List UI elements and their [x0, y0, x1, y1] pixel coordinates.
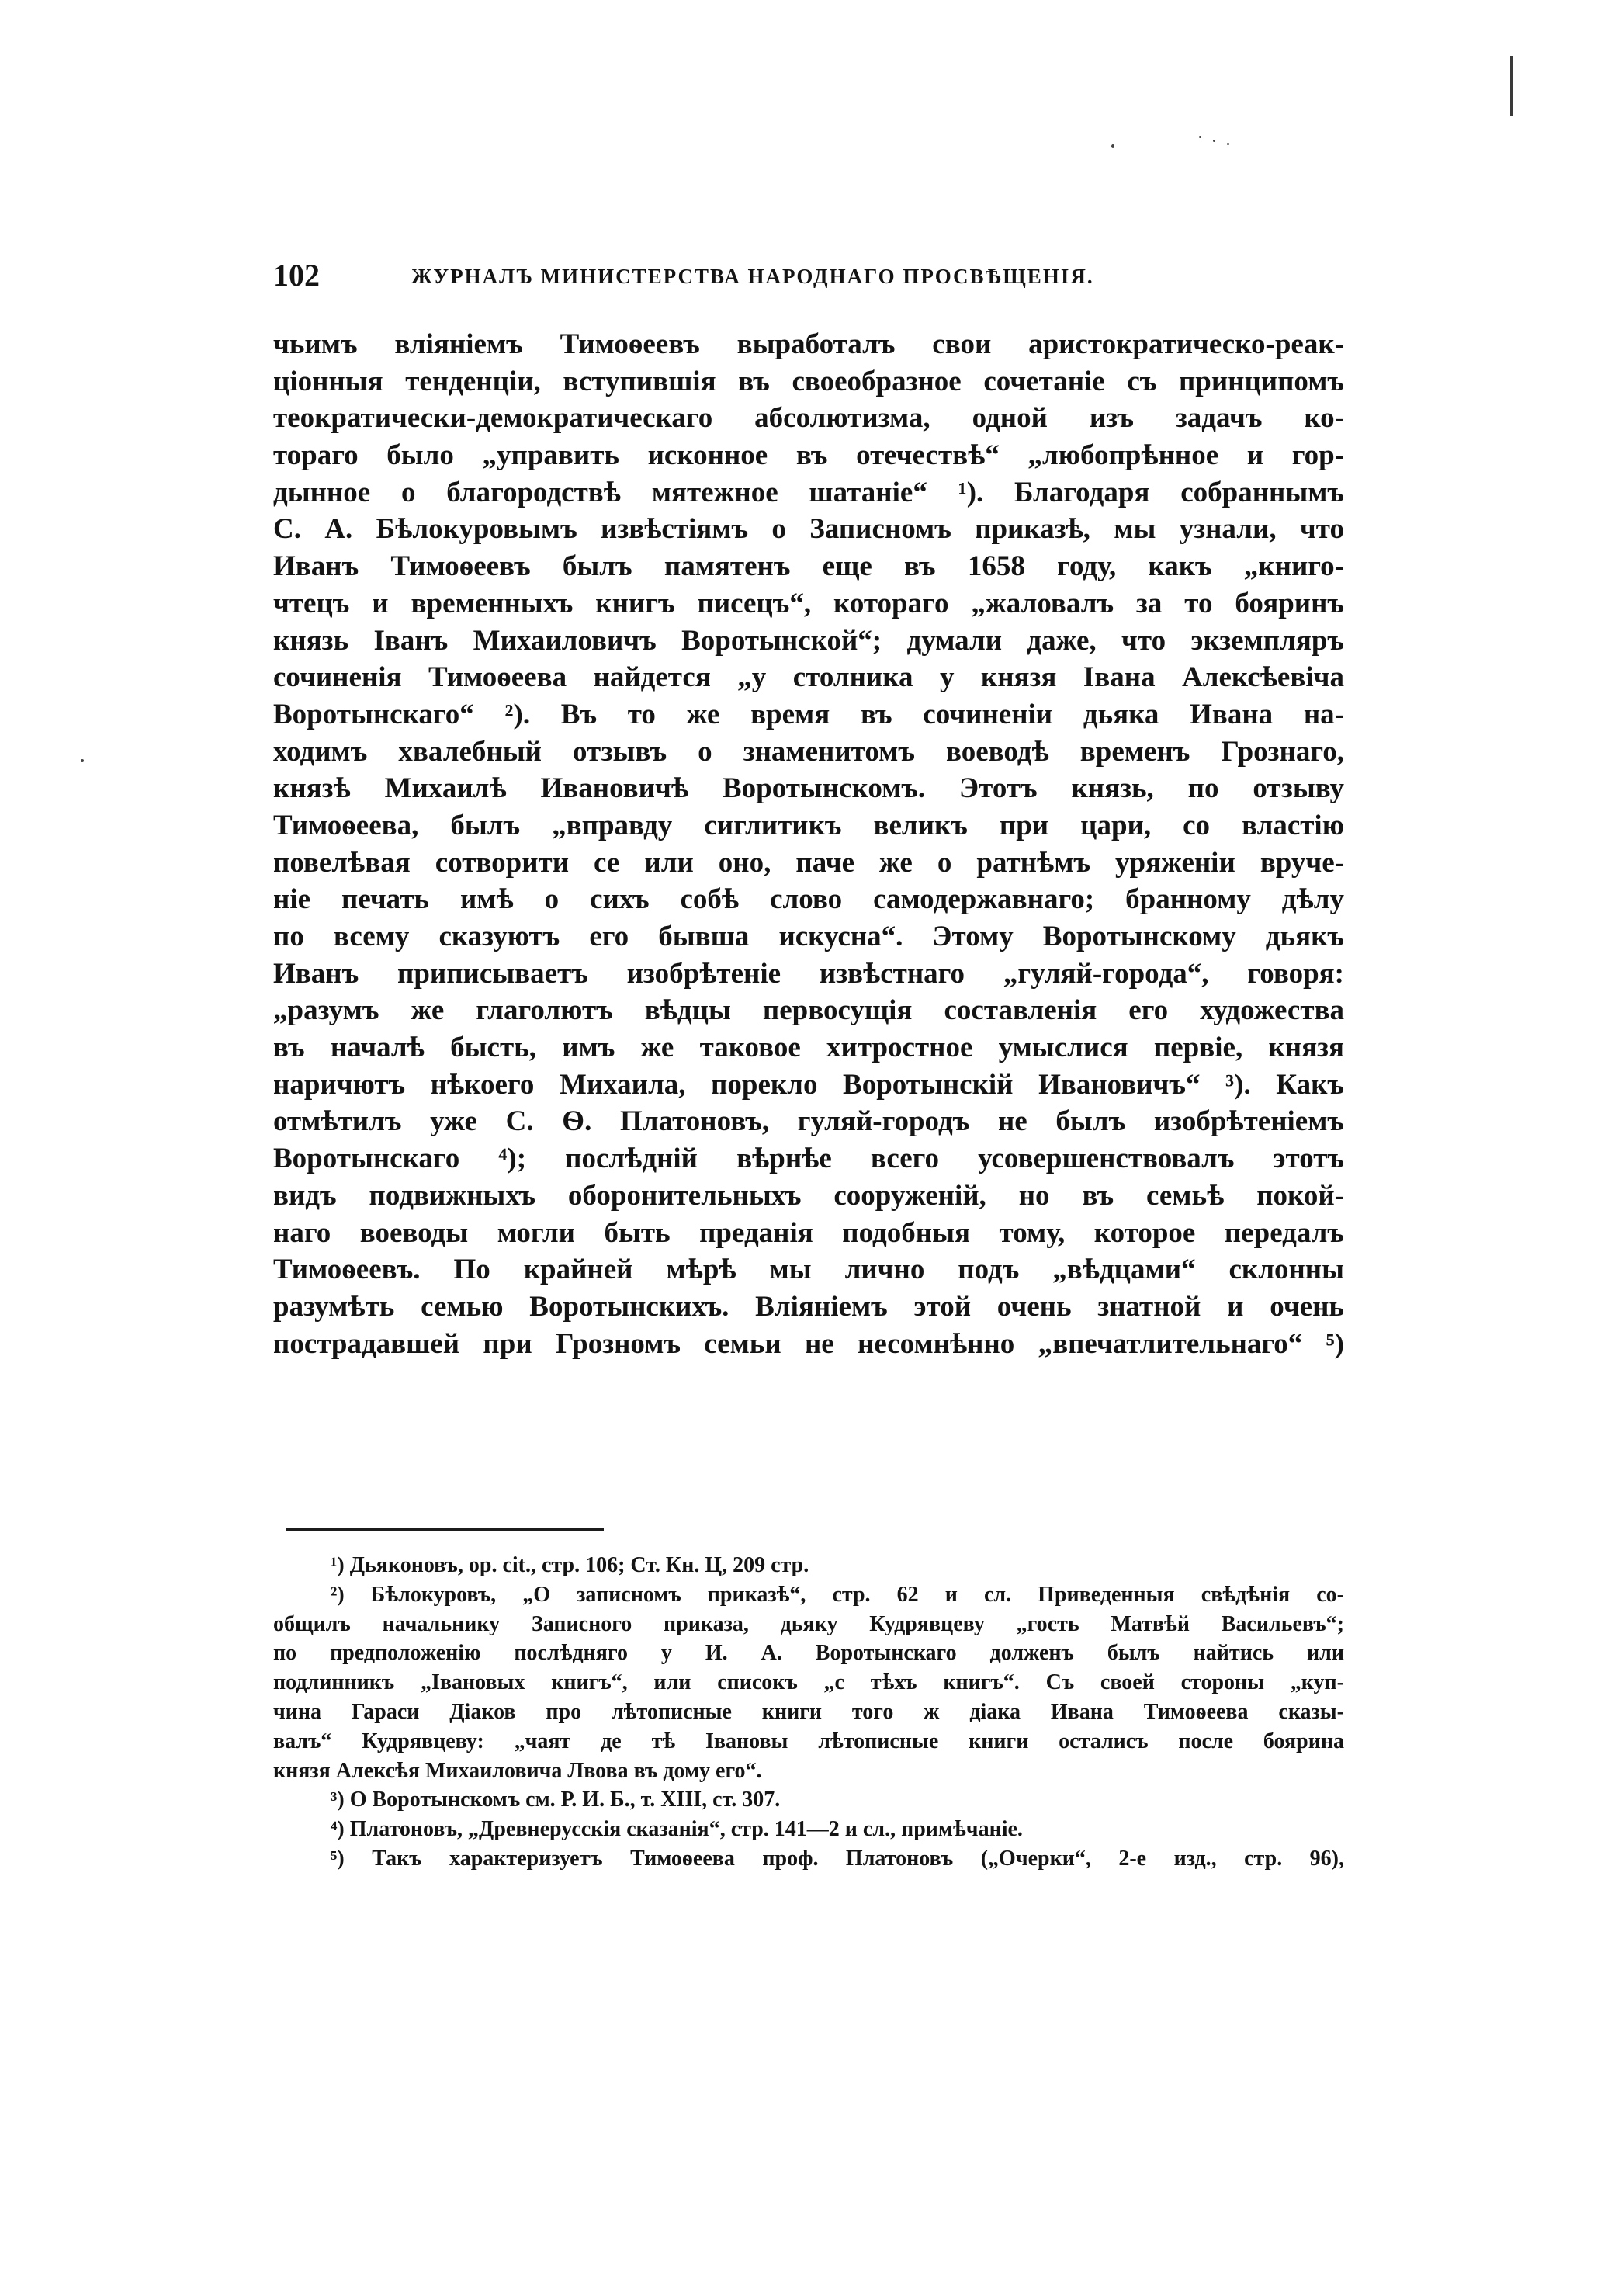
footnote-line: валъ“ Кудрявцеву: „чаят де тѣ Івановы лѣтописные книги осталисъ после боярина: [273, 1729, 1344, 1753]
margin-rule: [1510, 56, 1513, 116]
text-line: Иванъ приписываетъ изобрѣтеніе извѣстнаго „гуляй-города“, говоря:: [273, 957, 1344, 990]
text-line: по всему сказуютъ его бывша искусна“. Этому Воротынскому дьякъ: [273, 921, 1344, 952]
footnote-3: ³) О Воротынскомъ см. Р. И. Б., т. XIII, ст. 307.: [331, 1788, 781, 1812]
ink-speck: [81, 759, 84, 762]
journal-title: ЖУРНАЛЪ МИНИСТЕРСТВА НАРОДНАГО ПРОСВѢЩЕНІЯ.: [411, 265, 1094, 288]
text-line: пострадавшей при Грозномъ семьи не несомнѣнно „впечатлительнаго“ ⁵): [273, 1327, 1344, 1360]
text-line: ціонныя тенденціи, вступившія въ своеобразное сочетаніе съ принципомъ: [273, 365, 1344, 397]
footnote-line: подлинникъ „Івановых книгъ“, или списокъ „с тѣхъ книгъ“. Съ своей стороны „куп-: [273, 1670, 1344, 1695]
footnote-5: ⁵) Такъ характеризуетъ Тимоѳеева проф. Платоновъ („Очерки“, 2-е изд., стр. 96),: [331, 1846, 1344, 1871]
footnotes: [273, 1551, 1344, 1874]
text-line: князь Іванъ Михаиловичъ Воротынской“; думали даже, что экземпляръ: [273, 624, 1344, 657]
text-line: чьимъ вліяніемъ Тимоѳеевъ выработалъ свои аристократическо-реак-: [273, 328, 1344, 360]
footnote-line: общилъ начальнику Записного приказа, дьяку Кудрявцеву „гость Матвѣй Васильевъ“;: [273, 1611, 1344, 1636]
main-text: [273, 326, 1344, 1362]
text-line: тораго было „управить исконное въ отечествѣ“ „любопрѣнное и гор-: [273, 439, 1344, 472]
footnote-4: ⁴) Платоновъ, „Древнерусскія сказанія“, стр. 141—2 и сл., примѣчаніе.: [331, 1817, 1023, 1842]
ink-speck: [1213, 140, 1215, 142]
text-line: С. А. Бѣлокуровымъ извѣстіямъ о Записномъ приказѣ, мы узнали, что: [273, 513, 1344, 546]
text-line: Иванъ Тимоѳеевъ былъ памятенъ еще въ 1658 году, какъ „книго-: [273, 550, 1344, 583]
footnote-line: чина Гараси Діаков про лѣтописные книги того ж діака Ивана Тимоѳеева сказы-: [273, 1699, 1344, 1724]
ink-speck: [1227, 143, 1229, 145]
footnote-rule: [286, 1528, 604, 1531]
running-head: [273, 256, 1344, 295]
ink-speck: [1111, 144, 1114, 148]
text-line: чтецъ и временныхъ книгъ писецъ“, котораго „жаловалъ за то бояринъ: [273, 587, 1344, 619]
text-line: Воротынскаго ⁴); послѣдній вѣрнѣе всего усовершенствовалъ этотъ: [273, 1143, 1344, 1175]
text-line: теократически-демократическаго абсолютизма, одной изъ задачъ ко-: [273, 402, 1344, 435]
text-line: наго воеводы могли быть преданія подобныя тому, которое передалъ: [273, 1216, 1344, 1249]
footnote-line: по предположенію послѣдняго у И. А. Воротынскаго долженъ былъ найтись или: [273, 1641, 1344, 1666]
text-line: повелѣвая сотворити се или оно, паче же о ратнѣмъ уряженіи вруче-: [273, 846, 1344, 879]
text-line: Тимоѳеева, былъ „вправду сиглитикъ великъ при цари, со властію: [273, 809, 1344, 841]
ink-speck: [1199, 136, 1201, 138]
text-line: видъ подвижныхъ оборонительныхъ сооруженій, но въ семьѣ покой-: [273, 1179, 1344, 1212]
text-line: дынное о благородствѣ мятежное шатаніе“ ¹). Благодаря собраннымъ: [273, 476, 1344, 508]
text-line: Тимоѳеевъ. По крайней мѣрѣ мы лично подъ „вѣдцами“ склонны: [273, 1254, 1344, 1286]
page-number: 102: [273, 258, 320, 293]
footnote-1: ¹) Дьяконовъ, op. cit., стр. 106; Ст. Кн. Ц, 209 стр.: [331, 1553, 809, 1577]
text-line: наричютъ нѣкоего Михаила, порекло Воротынскій Ивановичъ“ ³). Какъ: [273, 1068, 1344, 1101]
text-line: Воротынскаго“ ²). Въ то же время въ сочиненіи дьяка Ивана на-: [273, 698, 1344, 730]
text-line: разумѣть семью Воротынскихъ. Вліяніемъ этой очень знатной и очень: [273, 1290, 1344, 1323]
footnote-line: князя Алексѣя Михаиловича Лвова въ дому его“.: [273, 1758, 762, 1783]
text-line: въ началѣ бысть, имъ же таковое хитростное умыслися первіе, князя: [273, 1032, 1344, 1064]
text-line: сочиненія Тимоѳеева найдется „у столника у князя Івана Алексѣевіча: [273, 661, 1344, 694]
text-line: ходимъ хвалебный отзывъ о знаменитомъ воеводѣ временъ Грознаго,: [273, 735, 1344, 768]
text-line: князѣ Михаилѣ Ивановичѣ Воротынскомъ. Этотъ князь, по отзыву: [273, 772, 1344, 805]
text-line: отмѣтилъ уже С. Ѳ. Платоновъ, гуляй-городъ не былъ изобрѣтеніемъ: [273, 1105, 1344, 1138]
text-line: „разумъ же глаголютъ вѣдцы первосущія составленія его художества: [273, 994, 1344, 1027]
footnote-2: ²) Бѣлокуровъ, „О записномъ приказѣ“, стр. 62 и сл. Приведенныя свѣдѣнія со-: [331, 1582, 1344, 1607]
text-line: ніе печать имѣ о сихъ собѣ слово самодержавнаго; бранному дѣлу: [273, 883, 1344, 916]
